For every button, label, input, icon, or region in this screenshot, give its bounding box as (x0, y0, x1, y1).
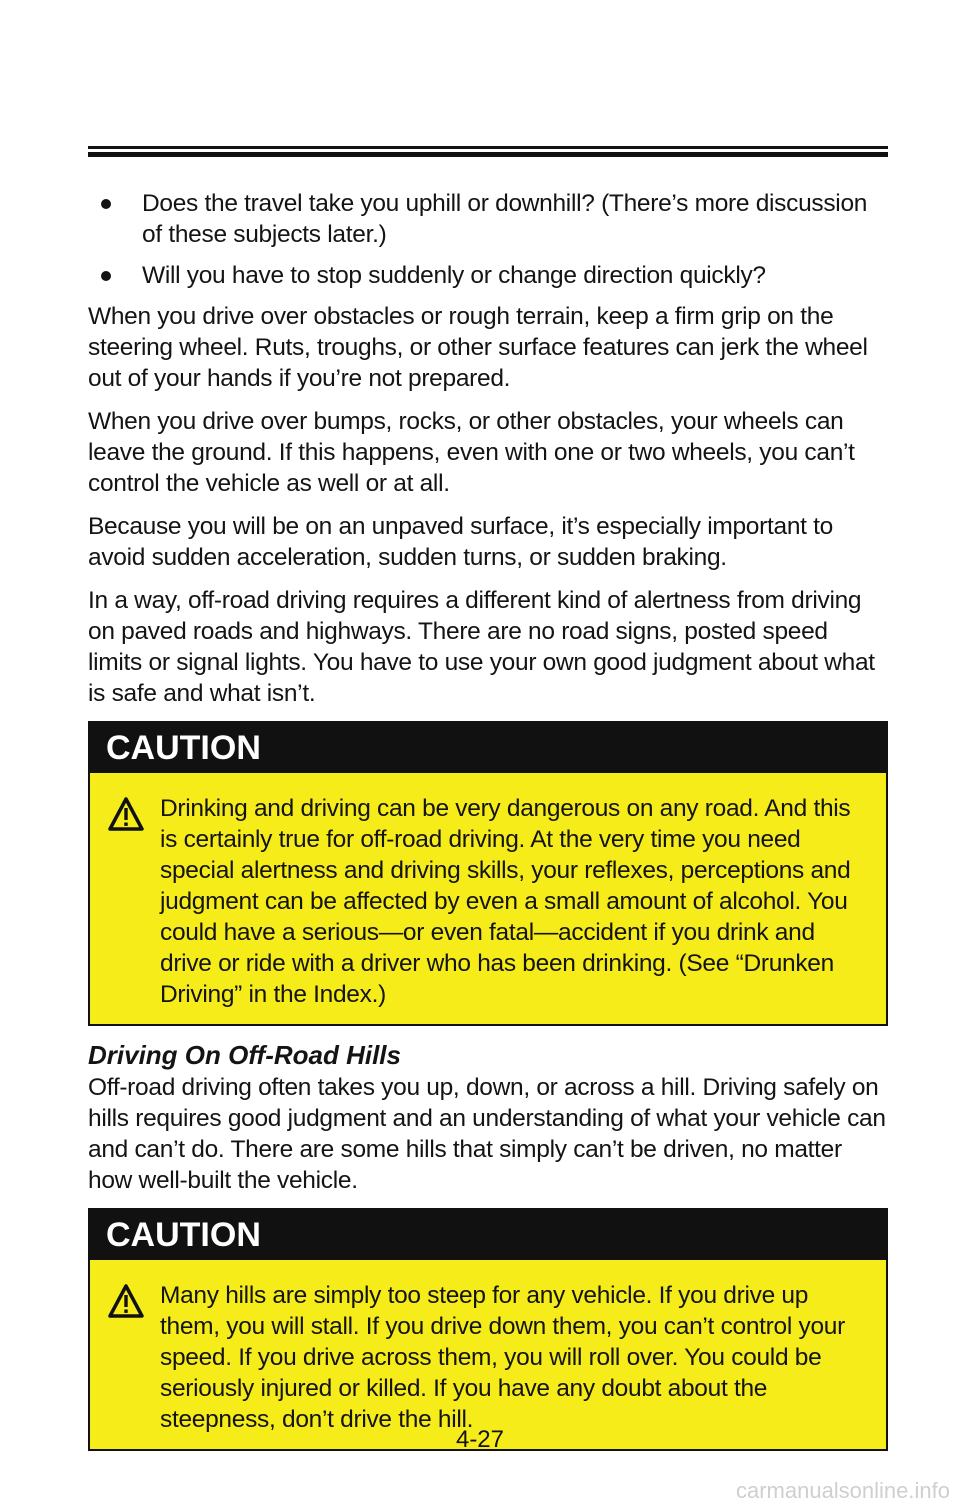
caution-text: Many hills are simply too steep for any vehicle. If you drive up them, you will stall. If you drive down them, you can’t control your speed. If you drive across them, you will roll over. You could be seriously injured or killed. If you have any doubt about the steepness, don’t drive the hill. (160, 1282, 845, 1433)
bullet-dot-icon (101, 199, 111, 209)
section-paragraph: Off-road driving often takes you up, down, or across a hill. Driving safely on hills requires good judgment and an understanding of what your vehicle can and can’t do. There are some hills that simply can’t be driven, no matter how well-built the vehicle. (88, 1074, 886, 1194)
bullet-item (88, 188, 888, 250)
bullet-item (88, 260, 888, 291)
caution-heading: CAUTION (90, 723, 886, 773)
caution-body (90, 773, 886, 1024)
page-content (88, 188, 888, 1465)
paragraph: When you drive over bumps, rocks, or other obstacles, your wheels can leave the ground. If this happens, even with one or two wheels, you can’t control the vehicle as well or at all. (88, 408, 855, 497)
paragraph: Because you will be on an unpaved surface, it’s especially important to avoid sudden acceleration, sudden turns, or sudden braking. (88, 513, 833, 571)
caution-heading: CAUTION (90, 1210, 886, 1260)
paragraph: When you drive over obstacles or rough terrain, keep a firm grip on the steering wheel. Ruts, troughs, or other surface features can jerk the wheel out of your hands if you’re not prepared. (88, 303, 868, 392)
bullet-text: Does the travel take you uphill or downhill? (There’s more discussion of these subjects later.) (142, 190, 868, 248)
caution-body (90, 1260, 886, 1449)
caution-box-drinking (88, 721, 888, 1026)
section-title: Driving On Off-Road Hills (88, 1040, 401, 1070)
page-number: 4-27 (455, 1426, 505, 1453)
warning-triangle-icon (108, 797, 144, 831)
caution-box-steep-hills (88, 1208, 888, 1451)
bullet-dot-icon (101, 271, 111, 281)
bullet-text: Will you have to stop suddenly or change direction quickly? (142, 262, 766, 289)
caution-text: Drinking and driving can be very dangerous on any road. And this is certainly true for off-road driving. At the very time you need special alertness and driving skills, your reflexes, perceptions and judgment can be affected by even a small amount of alcohol. You could have a serious—or even fatal—accident if you drink and drive or ride with a driver who has been drinking. (See “Drunken Driving” in the Index.) (160, 795, 851, 1008)
watermark: carmanualsonline.info (735, 1478, 950, 1503)
top-rule-divider (88, 146, 888, 157)
warning-triangle-icon (108, 1284, 144, 1318)
paragraph: In a way, off-road driving requires a different kind of alertness from driving on paved roads and highways. There are no road signs, posted speed limits or signal lights. You have to use your own good judgment about what is safe and what isn’t. (88, 587, 875, 707)
